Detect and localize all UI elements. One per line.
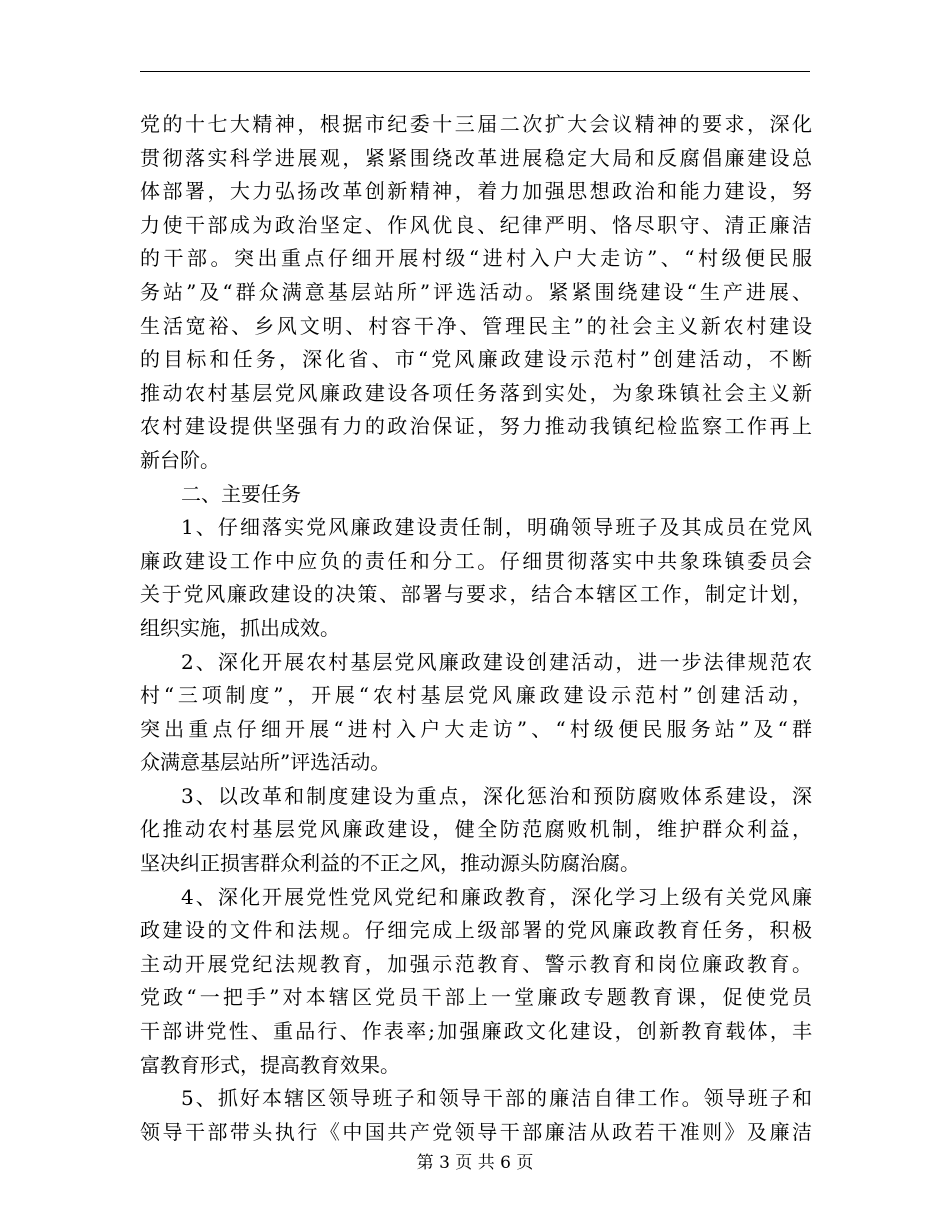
text-line: 领导干部带头执行《中国共产党领导干部廉洁从政若干准则》及廉洁 <box>140 1119 812 1144</box>
text-line: 1、仔细落实党风廉政建设责任制，明确领导班子及其成员在党风 <box>181 515 812 540</box>
page-number: 第 3 页 共 6 页 <box>416 1153 534 1173</box>
text-line: 生活宽裕、乡风文明、村容干净、管理民主”的社会主义新农村建设 <box>140 313 812 338</box>
text-line: 党的十七大精神，根据市纪委十三届二次扩大会议精神的要求，深化 <box>140 112 812 136</box>
header-rule <box>140 71 810 72</box>
text-line: 农村建设提供坚强有力的政治保证，努力推动我镇纪检监察工作再上 <box>140 414 812 439</box>
text-line: 4、深化开展党性党风党纪和廉政教育，深化学习上级有关党风廉 <box>181 884 812 909</box>
text-line: 干部讲党性、重品行、作表率;加强廉政文化建设，创新教育载体，丰 <box>140 1019 812 1044</box>
text-line: 的干部。突出重点仔细开展村级“进村入户大走访”、“村级便民服 <box>140 246 812 271</box>
text-line: 5、抓好本辖区领导班子和领导干部的廉洁自律工作。领导班子和 <box>181 1086 812 1111</box>
text-line: 新台阶。 <box>140 447 220 472</box>
text-line: 村“三项制度”，开展“农村基层党风廉政建设示范村”创建活动， <box>140 683 812 708</box>
document-body <box>140 108 812 1149</box>
text-line: 3、以改革和制度建设为重点，深化惩治和预防腐败体系建设，深 <box>181 783 812 808</box>
text-line: 廉政建设工作中应负的责任和分工。仔细贯彻落实中共象珠镇委员会 <box>140 548 812 573</box>
text-line: 突出重点仔细开展“进村入户大走访”、“村级便民服务站”及“群 <box>140 716 812 741</box>
text-line: 主动开展党纪法规教育，加强示范教育、警示教育和岗位廉政教育。 <box>140 951 812 976</box>
text-line: 推动农村基层党风廉政建设各项任务落到实处，为象珠镇社会主义新 <box>140 380 812 405</box>
text-line: 党政“一把手”对本辖区党员干部上一堂廉政专题教育课，促使党员 <box>140 985 812 1010</box>
text-line: 富教育形式，提高教育效果。 <box>140 1052 400 1077</box>
text-line: 组织实施，抓出成效。 <box>140 615 340 640</box>
text-line: 关于党风廉政建设的决策、部署与要求，结合本辖区工作，制定计划， <box>140 582 812 607</box>
text-line: 力使干部成为政治坚定、作风优良、纪律严明、恪尽职守、清正廉洁 <box>140 212 812 237</box>
text-line: 坚决纠正损害群众利益的不正之风，推动源头防腐治腐。 <box>140 851 640 876</box>
text-line: 务站”及“群众满意基层站所”评选活动。紧紧围绕建设“生产进展、 <box>140 279 812 304</box>
text-line: 化推动农村基层党风廉政建设，健全防范腐败机制，维护群众利益， <box>140 817 812 842</box>
text-line: 二、主要任务 <box>181 481 301 506</box>
text-line: 贯彻落实科学进展观，紧紧围绕改革进展稳定大局和反腐倡廉建设总 <box>140 145 812 170</box>
text-line: 的目标和任务，深化省、市“党风廉政建设示范村”创建活动，不断 <box>140 347 812 372</box>
text-line: 体部署，大力弘扬改革创新精神，着力加强思想政治和能力建设，努 <box>140 179 812 204</box>
text-line: 政建设的文件和法规。仔细完成上级部署的党风廉政教育任务，积极 <box>140 918 812 943</box>
text-line: 众满意基层站所”评选活动。 <box>140 750 391 775</box>
text-line: 2、深化开展农村基层党风廉政建设创建活动，进一步法律规范农 <box>181 649 812 674</box>
